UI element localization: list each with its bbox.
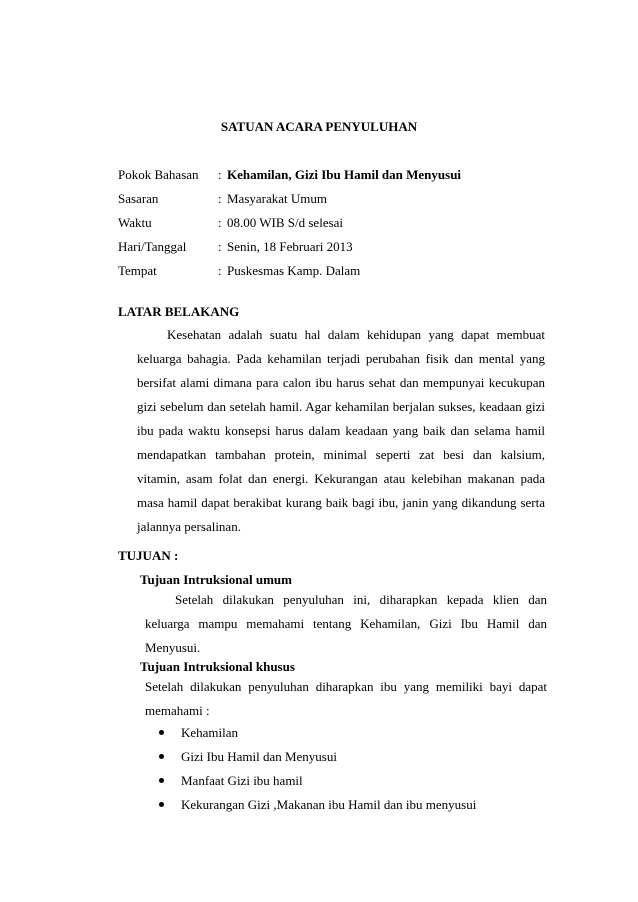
meta-key: Sasaran — [118, 191, 159, 206]
meta-key: Hari/Tanggal — [118, 239, 187, 254]
list-item-text: Gizi Ibu Hamil dan Menyusui — [181, 749, 337, 764]
list-item — [152, 745, 476, 769]
bullet-icon — [159, 778, 164, 783]
subheading-tujuan-umum: Tujuan Intruksional umum — [140, 572, 292, 587]
tujuan-khusus-list — [152, 721, 476, 817]
bullet-icon — [159, 754, 164, 759]
meta-separator: : — [218, 239, 222, 254]
tujuan-khusus-paragraph: Setelah dilakukan penyuluhan diharapkan ibu yang memiliki bayi dapat memahami : — [145, 679, 547, 718]
meta-value: Puskesmas Kamp. Dalam — [227, 263, 361, 278]
list-item — [152, 793, 476, 817]
latar-belakang-paragraph: Kesehatan adalah suatu hal dalam kehidupan yang dapat membuat keluarga bahagia. Pada kehamilan terjadi perubahan fisik dan mental yang bersifat alami dimana para calon ibu harus sehat dan mempunyai kecukupan gizi sebelum dan setelah hamil. Agar kehamilan berjalan sukses, keadaan gizi ibu pada waktu konsepsi harus dalam keadaan yang baik dan selama hamil mendapatkan tambahan protein, minimal seperti zat besi dan kalsium, vitamin, asam folat dan energi. Kekurangan atau kelebihan makanan pada masa hamil dapat berakibat kurang baik bagi ibu, janin yang dikandung serta jalannya persalinan. — [137, 327, 545, 534]
bullet-icon — [159, 730, 164, 735]
meta-key: Tempat — [118, 263, 157, 278]
list-item — [152, 769, 476, 793]
meta-separator: : — [218, 167, 222, 182]
meta-key: Waktu — [118, 215, 152, 230]
list-item-text: Manfaat Gizi ibu hamil — [181, 773, 303, 788]
meta-value: Masyarakat Umum — [227, 191, 328, 206]
list-item-text: Kekurangan Gizi ,Makanan ibu Hamil dan ibu menyusui — [181, 797, 477, 812]
meta-separator: : — [218, 215, 222, 230]
meta-key: Pokok Bahasan — [118, 167, 199, 182]
meta-separator: : — [218, 263, 222, 278]
meta-separator: : — [218, 191, 222, 206]
meta-value: 08.00 WIB S/d selesai — [227, 215, 344, 230]
meta-value: Senin, 18 Februari 2013 — [227, 239, 353, 254]
section-heading-latar-belakang: LATAR BELAKANG — [118, 304, 240, 319]
tujuan-umum-paragraph: Setelah dilakukan penyuluhan ini, diharapkan kepada klien dan keluarga mampu memahami tentang Kehamilan, Gizi Ibu Hamil dan Menyusui. — [145, 592, 547, 655]
list-item — [152, 721, 476, 745]
document-title: SATUAN ACARA PENYULUHAN — [220, 119, 418, 134]
list-item-text: Kehamilan — [181, 725, 239, 740]
bullet-icon — [159, 802, 164, 807]
meta-value: Kehamilan, Gizi Ibu Hamil dan Menyusui — [227, 167, 462, 182]
subheading-tujuan-khusus: Tujuan Intruksional khusus — [140, 659, 295, 674]
section-heading-tujuan: TUJUAN : — [118, 548, 179, 563]
